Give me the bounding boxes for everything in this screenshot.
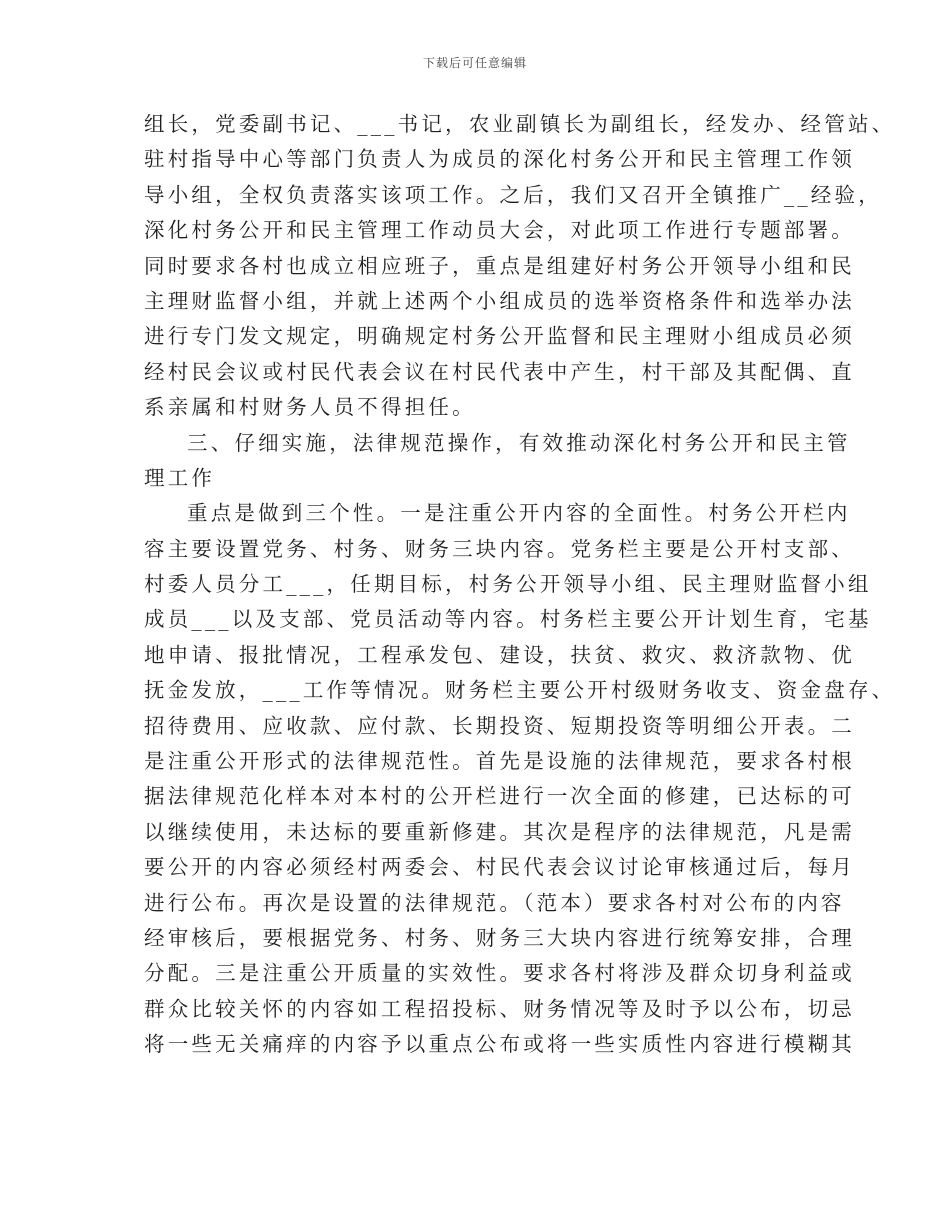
text-line: 抚金发放，___工作等情况。财务栏主要公开村级财务收支、资金盘存、	[144, 678, 896, 703]
text-line: 同时要求各村也成立相应班子，重点是组建好村务公开领导小组和民	[144, 253, 855, 278]
text-line: 将一些无关痛痒的内容予以重点公布或将一些实质性内容进行模糊其	[144, 1032, 855, 1057]
text-line: 主理财监督小组，并就上述两个小组成员的选举资格条件和选举办法	[144, 288, 855, 313]
text-line: 组长，党委副书记、___书记，农业副镇长为副组长，经发办、经管站、	[144, 112, 896, 136]
text-line: 以继续使用，未达标的要重新修建。其次是程序的法律规范，凡是需	[144, 819, 855, 844]
section-heading-line: 三、仔细实施，法律规范操作，有效推动深化村务公开和民主管	[187, 430, 851, 455]
text-line: 导小组，全权负责落实该项工作。之后，我们又召开全镇推广__经验，	[144, 182, 882, 207]
text-line: 经村民会议或村民代表会议在村民代表中产生，村干部及其配偶、直	[144, 359, 855, 384]
text-line: 招待费用、应收款、应付款、长期投资、短期投资等明细公开表。二	[144, 713, 855, 738]
text-line: 据法律规范化样本对本村的公开栏进行一次全面的修建，已达标的可	[144, 784, 855, 809]
document-body	[144, 107, 896, 1063]
text-line: 进行专门发文规定，明确规定村务公开监督和民主理财小组成员必须	[144, 324, 855, 349]
text-line: 地申请、报批情况，工程承发包、建设，扶贫、救灾、救济款物、优	[144, 642, 855, 667]
text-line: 村委人员分工___，任期目标，村务公开领导小组、民主理财监督小组	[144, 572, 872, 597]
page-header-note: 下载后可任意编辑	[422, 56, 527, 70]
text-line: 要公开的内容必须经村两委会、村民代表会议讨论审核通过后，每月	[144, 855, 855, 880]
text-line: 系亲属和村财务人员不得担任。	[144, 395, 476, 420]
text-line: 深化村务公开和民主管理工作动员大会，对此项工作进行专题部署。	[144, 218, 855, 243]
text-line: 容主要设置党务、村务、财务三块内容。党务栏主要是公开村支部、	[144, 536, 855, 561]
text-line: 群众比较关怀的内容如工程招投标、财务情况等及时予以公布，切忌	[144, 996, 855, 1021]
text-line: 成员___以及支部、党员活动等内容。村务栏主要公开计划生育，宅基	[144, 607, 872, 632]
text-line: 驻村指导中心等部门负责人为成员的深化村务公开和民主管理工作领	[144, 147, 855, 172]
paragraph-first-line: 重点是做到三个性。一是注重公开内容的全面性。村务公开栏内	[187, 501, 851, 526]
text-line: 进行公布。再次是设置的法律规范。（范本）要求各村对公布的内容	[144, 890, 845, 915]
text-line: 经审核后，要根据党务、村务、财务三大块内容进行统筹安排，合理	[144, 925, 855, 950]
text-line: 是注重公开形式的法律规范性。首先是设施的法律规范，要求各村根	[144, 749, 855, 774]
text-line: 分配。三是注重公开质量的实效性。要求各村将涉及群众切身利益或	[144, 961, 855, 986]
section-heading-line: 理工作	[144, 465, 216, 490]
